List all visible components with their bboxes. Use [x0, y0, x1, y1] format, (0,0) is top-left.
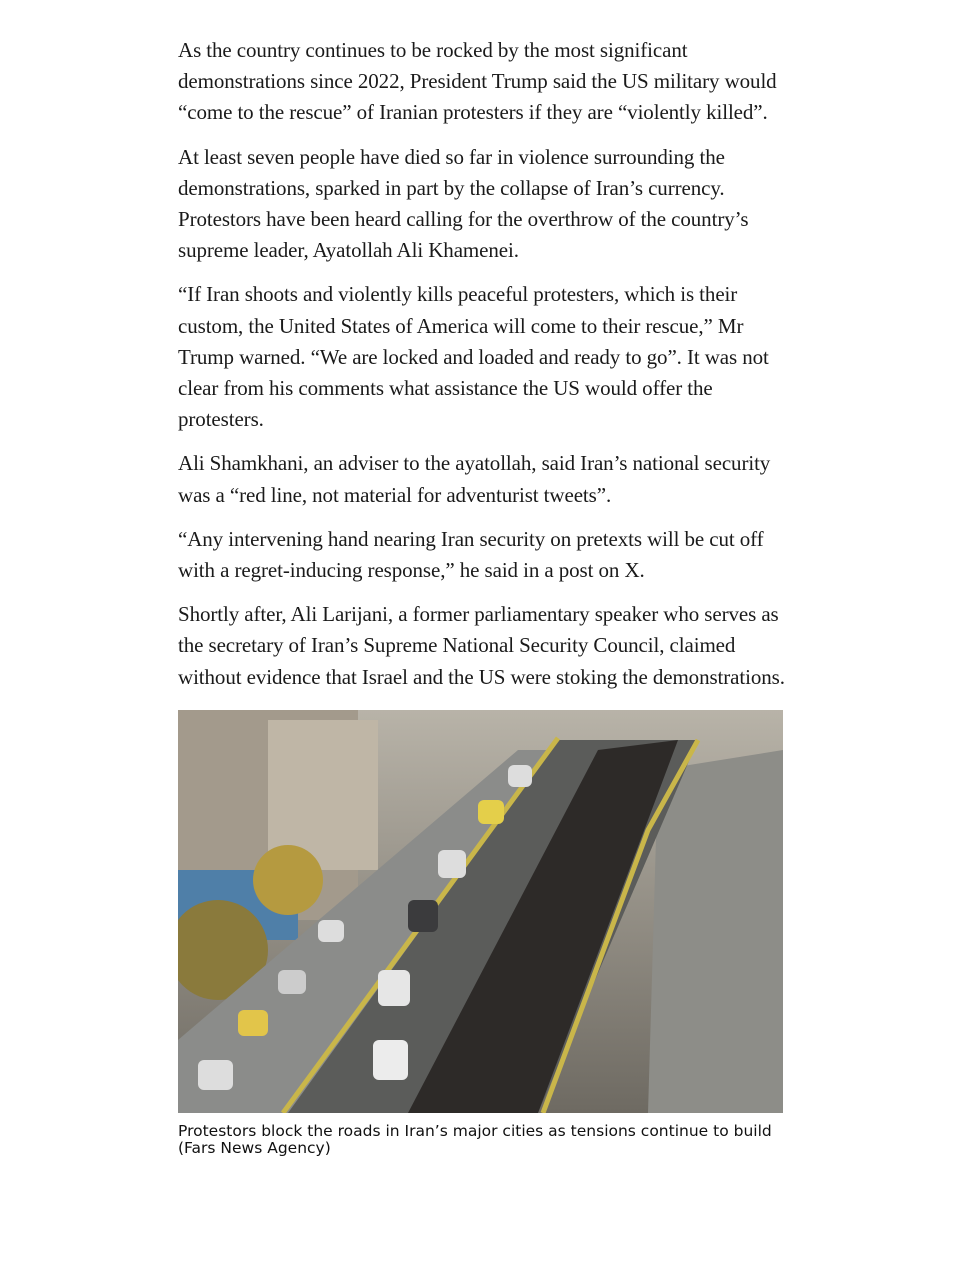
paragraph: At least seven people have died so far in violence surrounding the demonstrations, sparked in part by the collapse of Iran’s currency. Protestors have been heard calling for the overthrow of the country’s supreme leader, Ayatollah Ali Khamenei.: [178, 144, 749, 263]
paragraph: “If Iran shoots and violently kills peaceful protesters, which is their custom, the United States of America will come to their rescue,” Mr Trump warned. “We are locked and loaded and ready to go”. It was not clear from his comments what assistance the US would offer the protesters.: [178, 282, 769, 432]
photo-caption: Protestors block the roads in Iran’s major cities as tensions continue to build (Fars News Agency): [178, 1121, 772, 1157]
paragraph: “Any intervening hand nearing Iran security on pretexts will be cut off with a regret-inducing response,” he said in a post on X.: [178, 526, 764, 583]
paragraph: As the country continues to be rocked by the most significant demonstrations since 2022, President Trump said the US military would “come to the rescue” of Iranian protesters if they are “violently killed”.: [178, 38, 777, 125]
article-body: [178, 35, 786, 1157]
protest-photo: [178, 710, 783, 1113]
paragraph: Ali Shamkhani, an adviser to the ayatollah, said Iran’s national security was a “red line, not material for adventurist tweets”.: [178, 451, 771, 507]
paragraph: Shortly after, Ali Larijani, a former parliamentary speaker who serves as the secretary of Iran’s Supreme National Security Council, claimed without evidence that Israel and the US were stoking the demonstrations.: [178, 602, 785, 689]
